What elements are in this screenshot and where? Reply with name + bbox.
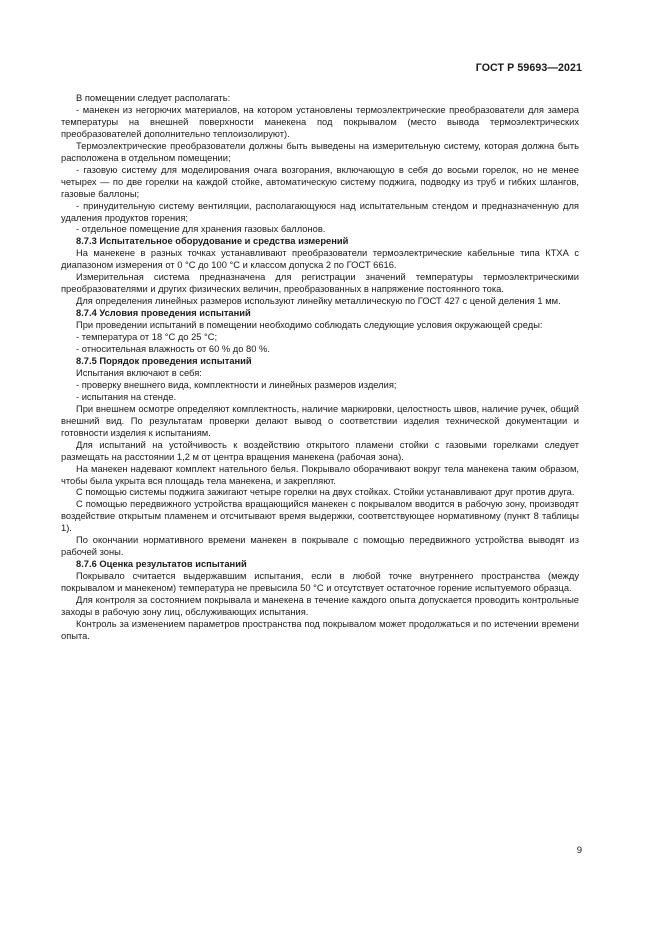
paragraph: Испытания включают в себя:	[76, 367, 202, 378]
list-item: - газовую систему для моделирования очага возгорания, включающую в себя до восьми горелок, но не менее четырех — по две горелки на каждой стойке, автоматическую систему поджига, подводку из труб и гибких шлангов, газовые баллоны;	[61, 164, 579, 199]
section-heading: 8.7.6 Оценка результатов испытаний	[76, 559, 247, 570]
paragraph: С помощью системы поджига зажигают четыре горелки на двух стойках. Стойки устанавливают друг против друга.	[76, 487, 575, 498]
paragraph: При проведении испытаний в помещении необходимо соблюдать следующие условия окружающей среды:	[76, 320, 543, 331]
list-item: - проверку внешнего вида, комплектности и линейных размеров изделия;	[76, 379, 397, 390]
paragraph: По окончании нормативного времени манекен в покрывале с помощью передвижного устройства выводят из рабочей зоны.	[61, 535, 579, 558]
list-item: - отдельное помещение для хранения газовых баллонов.	[76, 224, 326, 235]
list-item: - манекен из негорючих материалов, на котором установлены термоэлектрические преобразователи для замера температуры на внешней поверхности манекена под покрывалом (место вывода термоэлектрических преобразователей дополнительно теплоизолируют).	[61, 104, 579, 139]
paragraph: Измерительная система предназначена для регистрации значений температуры термоэлектрическими преобразователями и других физических величин, преобразованных в напряжение постоянного тока.	[61, 272, 579, 295]
paragraph: Для определения линейных размеров используют линейку металлическую по ГОСТ 427 с ценой деления 1 мм.	[76, 296, 561, 307]
list-item: - принудительную систему вентиляции, располагающуюся над испытательным стендом и предназначенную для удаления продуктов горения;	[61, 200, 579, 223]
document-body	[61, 93, 579, 643]
paragraph: На манекен надевают комплект нательного белья. Покрывало оборачивают вокруг тела манекена таким образом, чтобы была укрыта вся площадь тела манекена, и закрепляют.	[61, 463, 579, 486]
list-item: - испытания на стенде.	[76, 391, 177, 402]
paragraph: Покрывало считается выдержавшим испытания, если в любой точке внутреннего пространства (между покрывалом и манекеном) температура не превысила 50 °С и отсутствует остаточное горение испытуемого образца.	[61, 571, 579, 594]
page-number: 9	[576, 845, 582, 856]
document-header: ГОСТ Р 59693—2021	[475, 62, 582, 74]
list-item: - температура от 18 °С до 25 °С;	[76, 332, 218, 343]
paragraph: При внешнем осмотре определяют комплектность, наличие маркировки, целостность швов, наличие ручек, общий внешний вид. По результатам проверки делают вывод о соответствии изделия технической документации и готовности изделия к испытаниям.	[61, 403, 579, 438]
section-heading: 8.7.5 Порядок проведения испытаний	[76, 355, 252, 366]
paragraph: Термоэлектрические преобразователи должны быть выведены на измерительную систему, которая должна быть расположена в отдельном помещении;	[61, 140, 579, 163]
paragraph: В помещении следует располагать:	[76, 93, 231, 103]
paragraph: На манекене в разных точках устанавливают преобразователи термоэлектрические кабельные типа КТХА с диапазоном измерения от 0 °С до 100 °С и классом допуска 2 по ГОСТ 6616.	[61, 248, 579, 271]
list-item: - относительная влажность от 60 % до 80 %.	[76, 344, 270, 355]
paragraph: Для испытаний на устойчивость к воздействию открытого пламени стойки с газовыми горелками следует размещать на расстоянии 1,2 м от центра вращения манекена (рабочая зона).	[61, 439, 579, 462]
section-heading: 8.7.3 Испытательное оборудование и средства измерений	[76, 236, 349, 247]
paragraph: Контроль за изменением параметров пространства под покрывалом может продолжаться и по истечении времени опыта.	[61, 618, 579, 641]
section-heading: 8.7.4 Условия проведения испытаний	[76, 308, 251, 319]
paragraph: С помощью передвижного устройства вращающийся манекен с покрывалом вводится в рабочую зону, производят воздействие открытым пламенем и отсчитывают время выдержки, соответствующее нормативному (пункт 8 таблицы 1).	[61, 499, 579, 534]
paragraph: Для контроля за состоянием покрывала и манекена в течение каждого опыта допускается проводить контрольные заходы в рабочую зону лиц, обслуживающих испытания.	[61, 595, 579, 617]
